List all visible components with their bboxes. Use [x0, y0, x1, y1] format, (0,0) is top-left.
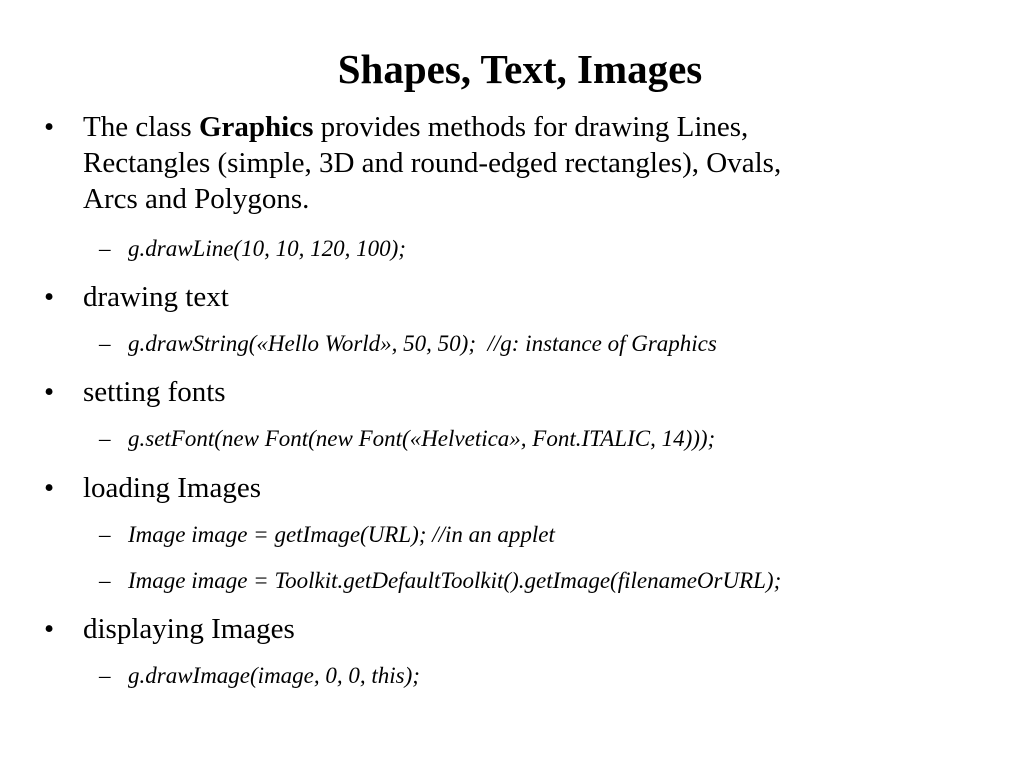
dash-icon: – — [99, 426, 111, 451]
dash-icon: – — [99, 568, 111, 593]
bullet-text: displaying Images — [83, 613, 295, 645]
bullet-text — [83, 109, 943, 217]
sub-bullet-text: g.drawString(«Hello World», 50, 50); //g: instance of Graphics — [128, 331, 717, 356]
sub-bullet-text: g.setFont(new Font(new Font(«Helvetica», Font.ITALIC, 14))); — [128, 426, 716, 451]
sub-bullet-text: Image image = Toolkit.getDefaultToolkit().getImage(filenameOrURL); — [128, 568, 782, 593]
bullet-icon: • — [44, 281, 55, 313]
bullet-line-1 — [83, 109, 943, 145]
bullet-line-1-rest: provides methods for drawing Lines, — [313, 111, 749, 143]
dash-icon: – — [99, 331, 111, 356]
bullet-text: setting fonts — [83, 376, 226, 408]
bullet-icon: • — [44, 613, 55, 645]
bullet-line-3: Arcs and Polygons. — [83, 183, 310, 215]
dash-icon: – — [99, 522, 111, 547]
bullet-line-2: Rectangles (simple, 3D and round-edged rectangles), Ovals, — [83, 147, 782, 179]
bullet-text: drawing text — [83, 281, 229, 313]
bullet-bold-term: Graphics — [198, 111, 314, 143]
bullet-icon: • — [44, 376, 55, 408]
bullet-prefix: The class — [83, 111, 199, 143]
bullet-icon: • — [44, 472, 55, 504]
sub-bullet-text: g.drawLine(10, 10, 120, 100); — [128, 236, 406, 261]
sub-bullet-text: Image image = getImage(URL); //in an applet — [128, 522, 555, 547]
dash-icon: – — [99, 236, 111, 261]
slide-title: Shapes, Text, Images — [337, 46, 703, 92]
sub-bullet-text: g.drawImage(image, 0, 0, this); — [128, 663, 420, 688]
bullet-icon: • — [44, 111, 55, 143]
bullet-text: loading Images — [83, 472, 261, 504]
dash-icon: – — [99, 663, 111, 688]
